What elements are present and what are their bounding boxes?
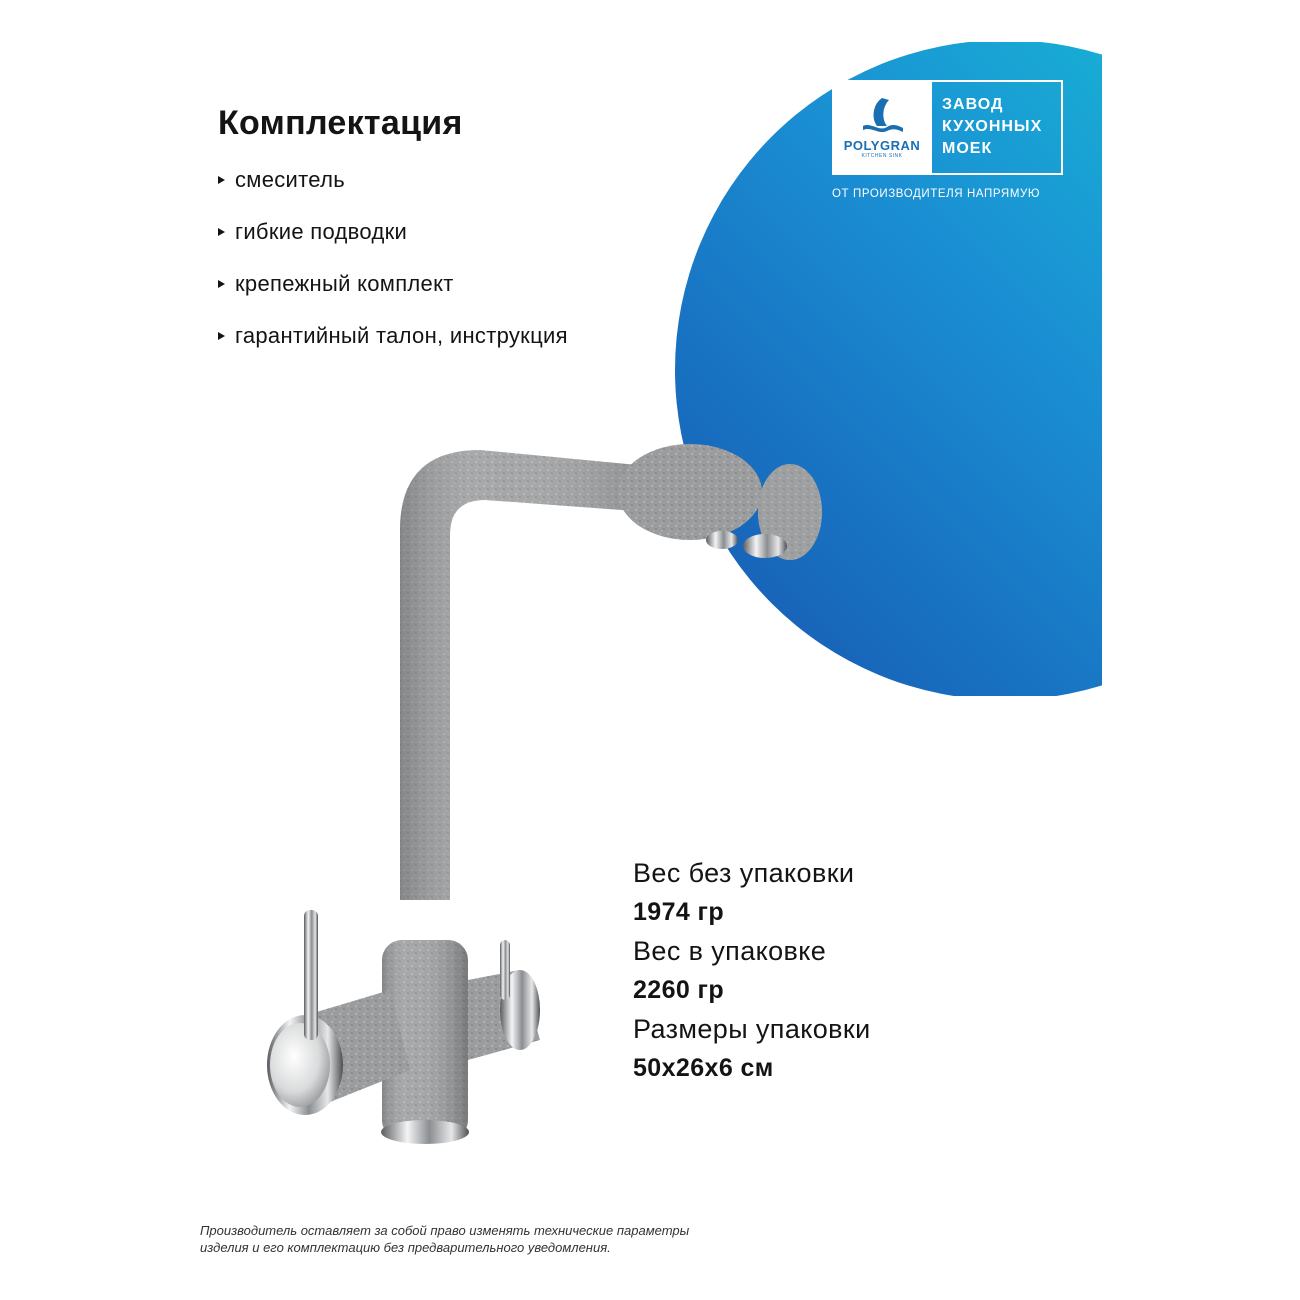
list-item: гарантийный талон, инструкция [218,321,568,373]
wave-sail-icon [859,96,905,136]
spec-label-weight: Вес без упаковки [633,858,855,888]
logo-tagline: ОТ ПРОИЗВОДИТЕЛЯ НАПРЯМУЮ [832,188,1041,200]
triangle-bullet-icon [218,332,225,340]
brand-logo [832,80,1063,175]
logo-mark [834,82,932,173]
list-item: гибкие подводки [218,217,568,269]
spec-value-weight: 1974 гр [633,898,725,926]
list-item: смеситель [218,165,568,217]
spec-label-package-size: Размеры упаковки [633,1014,871,1044]
disclaimer: Производитель оставляет за собой право изменять технические параметры изделия и его комплектацию без предварительного уведомления. [200,1223,690,1255]
triangle-bullet-icon [218,228,225,236]
spec-label-package-weight: Вес в упаковке [633,936,827,966]
logo-text: ЗАВОД КУХОННЫХ МОЕК [942,96,1043,157]
contents-list [218,165,568,373]
triangle-bullet-icon [218,280,225,288]
specifications [633,854,871,1088]
spec-value-package-weight: 2260 гр [633,976,725,1004]
list-item: крепежный комплект [218,269,568,321]
logo-brand-subtitle: KITCHEN SINK [861,153,903,159]
page-title: Комплектация [218,104,463,142]
triangle-bullet-icon [218,176,225,184]
logo-brand-name: POLYGRAN [843,138,921,153]
spec-value-package-size: 50x26x6 см [633,1054,774,1082]
